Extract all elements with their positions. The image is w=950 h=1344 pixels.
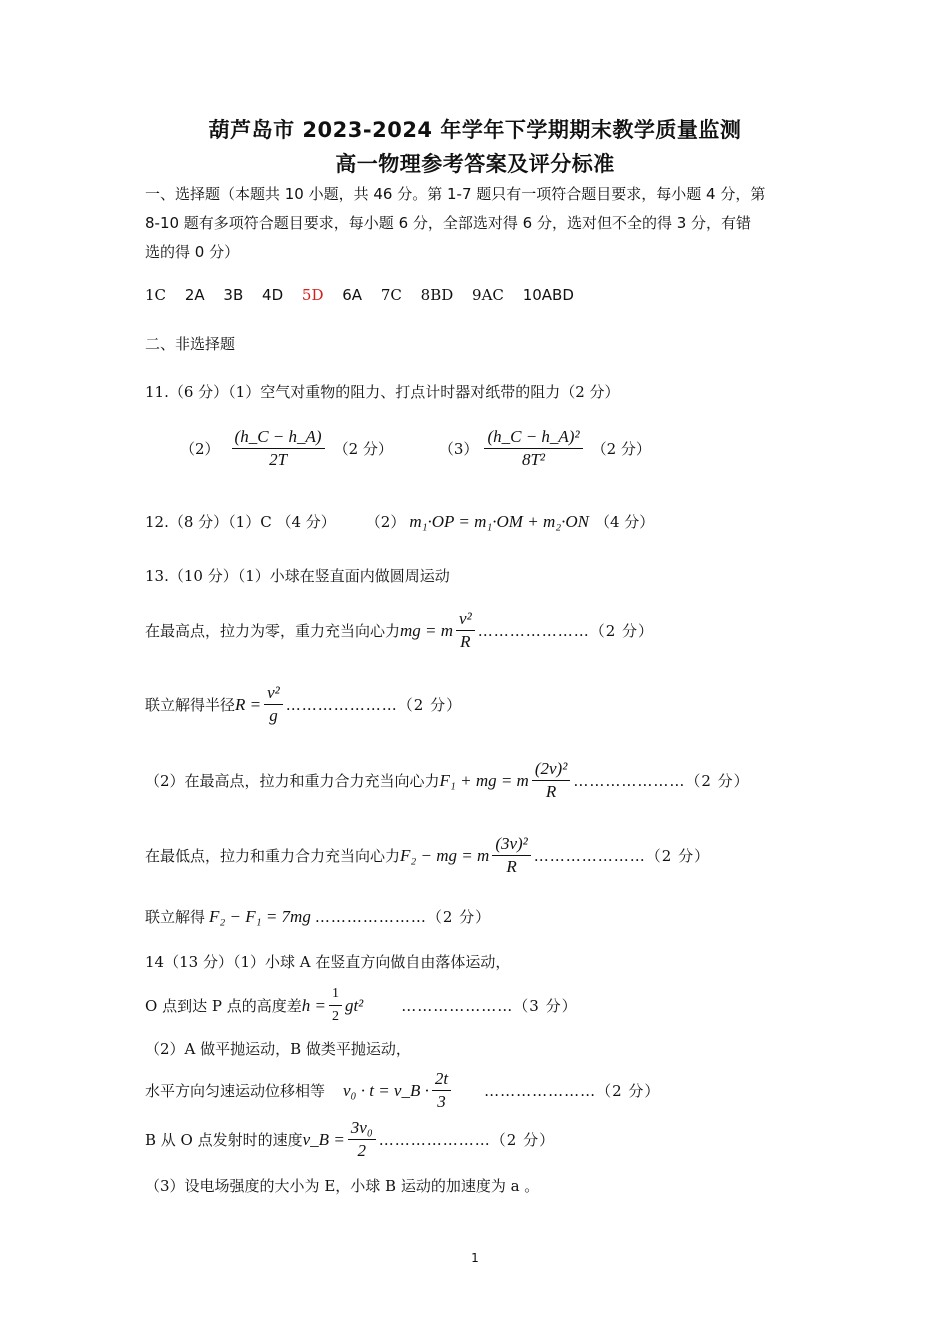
q13-line5-num: (3v)² [492, 833, 530, 856]
q13-line4-score: …………………（2 分） [573, 771, 750, 790]
q14-line4-num: 2t [432, 1068, 451, 1091]
q13-line3-num: v² [264, 682, 283, 705]
q14-line2-fraction [329, 983, 342, 1028]
answer-1: 1C [145, 286, 167, 304]
q13-line4-den: R [545, 782, 557, 801]
q14-line2-lhs: h = [301, 995, 326, 1015]
q13-line2-den: R [460, 632, 471, 651]
q13-line5-fraction [492, 833, 530, 878]
q11-p3-denominator: 8T² [521, 450, 546, 469]
q13-line1: 13.（10 分）（1）小球在竖直面内做圆周运动 [145, 567, 450, 585]
q13-line2-lhs: mg = m [400, 620, 454, 640]
q12-p2-label: （2） [365, 513, 406, 531]
q14-line3: （2）A 做平抛运动，B 做类平抛运动， [145, 1040, 411, 1058]
q14-line5-den: 2 [357, 1141, 367, 1160]
q14-line4 [145, 1068, 660, 1113]
q14-line4-fraction [432, 1068, 451, 1113]
q13-line4-fraction [532, 758, 570, 803]
q14-line5-text: B 从 O 点发射时的速度 [145, 1130, 303, 1149]
q11-p3-score: （2 分） [591, 439, 651, 458]
q13-line6-formula: F₂ − F₁ = 7mg [209, 907, 311, 926]
q14-line6: （3）设电场强度的大小为 E，小球 B 运动的加速度为 a 。 [145, 1177, 540, 1195]
q13-line6-score: …………………（2 分） [314, 908, 492, 926]
q11-p2-numerator: (h_C − h_A) [232, 426, 325, 449]
q12-p2-formula: m₁·OP = m₁·OM + m₂·ON [409, 512, 589, 531]
q13-line4-text: （2）在最高点，拉力和重力合力充当向心力 [145, 771, 440, 790]
q11-p3-fraction [484, 426, 582, 471]
q14-line2 [145, 983, 578, 1028]
q14-line5 [145, 1117, 555, 1162]
q14-line5-lhs: v_B = [302, 1129, 345, 1149]
q14-line4-den: 3 [437, 1092, 446, 1111]
q13-line6-text: 联立解得 [145, 908, 206, 926]
q14-line5-fraction [348, 1117, 376, 1162]
q14-line2-text: O 点到达 P 点的高度差 [145, 996, 302, 1015]
q12-line [145, 511, 654, 533]
q14-line5-score: …………………（2 分） [378, 1130, 556, 1149]
q11-p3-numerator: (h_C − h_A)² [484, 426, 582, 449]
q13-line3 [145, 682, 462, 727]
section1-heading-line2: 8-10 题有多项符合题目要求，每小题 6 分，全部选对得 6 分，选对但不全的得 3 分，有错 [145, 214, 752, 232]
page-title-line2: 高一物理参考答案及评分标准 [335, 152, 615, 176]
answer-8: 8BD [420, 286, 454, 304]
answer-7: 7C [380, 286, 402, 304]
q14-line1: 14（13 分）（1）小球 A 在竖直方向做自由落体运动， [145, 953, 511, 971]
q11-p3-label: （3） [438, 439, 479, 458]
q13-line4-num: (2v)² [532, 758, 570, 781]
answer-9: 9AC [472, 286, 504, 304]
q13-line4 [145, 758, 750, 803]
answer-2: 2A [184, 286, 205, 304]
q13-line3-score: …………………（2 分） [285, 695, 463, 714]
answer-3: 3B [223, 286, 244, 304]
answer-6: 6A [342, 286, 363, 304]
section2-heading: 二、非选择题 [145, 335, 236, 353]
q13-line5-text: 在最低点，拉力和重力合力充当向心力 [145, 846, 401, 865]
q11-p2-score: （2 分） [333, 439, 393, 458]
q13-line2 [145, 608, 654, 653]
q13-line3-fraction [264, 682, 283, 727]
q11-part2-3 [180, 426, 651, 471]
q13-line6 [145, 906, 491, 928]
q13-line3-lhs: R = [235, 694, 262, 714]
q14-line4-score: …………………（2 分） [484, 1081, 661, 1100]
section1-heading-line3: 选的得 0 分） [145, 243, 240, 261]
q14-line2-score: …………………（3 分） [401, 996, 578, 1015]
q14-line2-rhs: gt² [344, 995, 364, 1015]
q14-line2-num: 1 [329, 983, 342, 1006]
q14-line4-text: 水平方向匀速运动位移相等 [145, 1081, 326, 1100]
q12-p2-score: （4 分） [595, 513, 655, 531]
q14-line2-den: 2 [331, 1009, 339, 1024]
page-title-line1: 葫芦岛市 2023-2024 年学年下学期期末教学质量监测 [208, 118, 742, 142]
q11-part1: 11.（6 分）（1）空气对重物的阻力、打点计时器对纸带的阻力（2 分） [145, 383, 620, 401]
q13-line2-num: v² [456, 608, 475, 631]
q13-line5 [145, 833, 710, 878]
q13-line3-text: 联立解得半径 [145, 695, 236, 714]
section1-heading-line1: 一、选择题（本题共 10 小题，共 46 分。第 1-7 题只有一项符合题目要求，每小题 4 分，第 [145, 185, 766, 203]
q11-p2-fraction [232, 426, 325, 471]
q13-line3-den: g [269, 706, 278, 725]
q13-line4-lhs: F₁ + mg = m [439, 770, 529, 790]
q13-line2-fraction [456, 608, 475, 653]
q13-line2-text: 在最高点，拉力为零，重力充当向心力 [145, 621, 401, 640]
answer-10: 10ABD [522, 286, 574, 304]
choice-answers [145, 284, 588, 306]
q14-line4-lhs: v₀ · t = v_B · [343, 1080, 429, 1100]
q11-p2-label: （2） [180, 439, 220, 458]
q14-line5-num: 3v₀ [348, 1117, 376, 1140]
page-number: 1 [471, 1251, 479, 1265]
answer-5: 5D [301, 286, 324, 304]
q13-line5-score: …………………（2 分） [533, 846, 711, 865]
answer-4: 4D [262, 286, 284, 304]
q12-part1: 12.（8 分）（1）C （4 分） [145, 513, 336, 531]
q13-line5-lhs: F₂ − mg = m [400, 845, 490, 865]
q13-line5-den: R [506, 857, 517, 876]
q13-line2-score: …………………（2 分） [477, 621, 655, 640]
q11-p2-denominator: 2T [269, 450, 288, 469]
